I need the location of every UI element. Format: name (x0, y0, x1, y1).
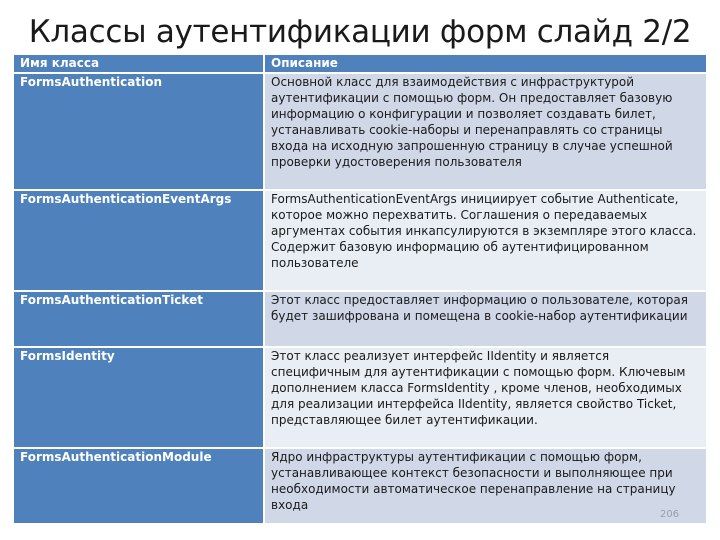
class-name-cell: FormsIdentity (14, 347, 264, 448)
slide-title: Классы аутентификации форм слайд 2/2 (28, 14, 692, 50)
classes-table (14, 55, 706, 525)
table-row (14, 190, 706, 291)
class-description-cell: Ядро инфраструктуры аутентификации с помощью форм, устанавливающее контекст безопасности и выполняющее при необходимости автоматическое перенаправление на страницу входа (264, 448, 706, 524)
column-header-description: Описание (264, 55, 706, 73)
table-row (14, 73, 706, 190)
class-name-cell: FormsAuthentication (14, 73, 264, 190)
class-name-cell: FormsAuthenticationEventArgs (14, 190, 264, 291)
class-name-cell: FormsAuthenticationModule (14, 448, 264, 524)
column-header-name: Имя класса (14, 55, 264, 73)
class-description-cell: Этот класс реализует интерфейс IIdentity и является специфичным для аутентификации с помощью форм. Ключевым дополнением класса FormsIdentity , кроме членов, необходимых для реализации интерфейса IIdentity, является свойство Ticket, представляющее билет аутентификации. (264, 347, 706, 448)
slide-number: 206 (660, 509, 680, 520)
table-header-row (14, 55, 706, 73)
class-name-cell: FormsAuthenticationTicket (14, 291, 264, 347)
class-description-cell: Этот класс предоставляет информацию о пользователе, которая будет зашифрована и помещена в cookie-набор аутентификации (264, 291, 706, 347)
table-row (14, 448, 706, 524)
class-description-cell: FormsAuthenticationEventArgs инициирует событие Authenticate, которое можно перехватить. Соглашения о передаваемых аргументах события инкапсулируются в экземпляре этого класса. Содержит базовую информацию об аутентифицированном пользователе (264, 190, 706, 291)
table-row (14, 347, 706, 448)
table-row (14, 291, 706, 347)
class-description-cell: Основной класс для взаимодействия с инфраструктурой аутентификации с помощью форм. Он предоставляет базовую информацию о конфигурации и позволяет создавать билет, устанавливать cookie-наборы и перенаправлять со страницы входа на исходную запрошенную страницу в случае успешной проверки удостоверения пользователя (264, 73, 706, 190)
